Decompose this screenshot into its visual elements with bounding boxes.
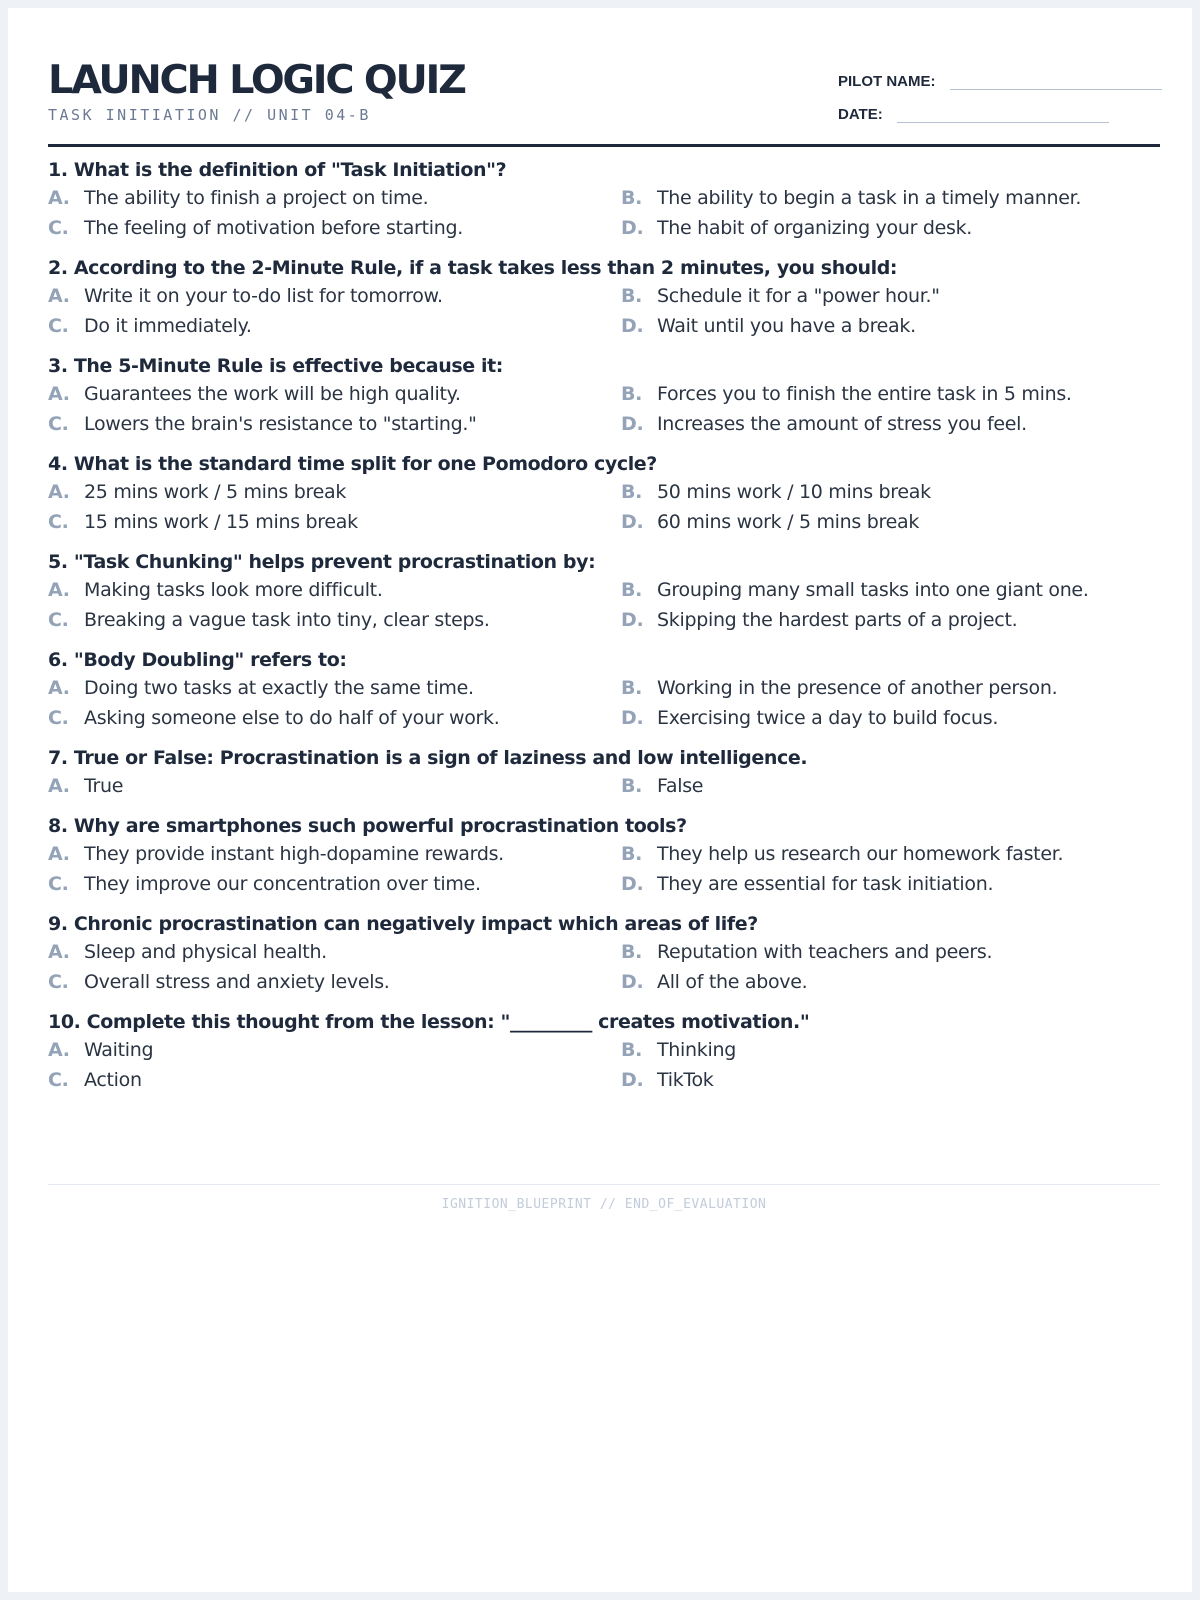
option-text: Guarantees the work will be high quality.: [84, 383, 461, 405]
answer-option[interactable]: [621, 380, 1160, 408]
answer-option[interactable]: [621, 674, 1160, 702]
pilot-name-field: [838, 69, 1162, 90]
question-1: [48, 156, 1160, 242]
option-letter: C.: [48, 873, 69, 895]
quiz-subtitle: TASK INITIATION // UNIT 04-B: [48, 106, 371, 124]
answer-option[interactable]: [48, 312, 621, 340]
question-10: [48, 1008, 1160, 1094]
option-text: The ability to finish a project on time.: [84, 187, 429, 209]
option-letter: C.: [48, 217, 69, 239]
option-letter: B.: [621, 579, 643, 601]
option-text: TikTok: [657, 1069, 714, 1091]
option-letter: A.: [48, 677, 70, 699]
option-text: False: [657, 775, 704, 797]
answer-options: [48, 380, 1160, 438]
option-letter: D.: [621, 971, 644, 993]
option-letter: D.: [621, 1069, 644, 1091]
answer-options: [48, 1036, 1160, 1094]
answer-option[interactable]: [621, 184, 1160, 212]
question-text: 10. Complete this thought from the lesson: "_________ creates motivation.": [48, 1011, 810, 1033]
option-letter: B.: [621, 677, 643, 699]
answer-options: [48, 674, 1160, 732]
option-text: Skipping the hardest parts of a project.: [657, 609, 1018, 631]
question-2: [48, 254, 1160, 340]
option-letter: A.: [48, 285, 70, 307]
pilot-name-label: PILOT NAME:: [838, 73, 936, 90]
answer-option[interactable]: [621, 410, 1160, 438]
answer-option[interactable]: [621, 508, 1160, 536]
answer-option[interactable]: [48, 870, 621, 898]
answer-option[interactable]: [621, 576, 1160, 604]
option-letter: C.: [48, 1069, 69, 1091]
option-letter: B.: [621, 1039, 643, 1061]
answer-option[interactable]: [48, 606, 621, 634]
option-text: All of the above.: [657, 971, 808, 993]
option-letter: D.: [621, 873, 644, 895]
option-text: Lowers the brain's resistance to "starting.": [84, 413, 477, 435]
option-letter: A.: [48, 481, 70, 503]
option-letter: A.: [48, 579, 70, 601]
question-text: 9. Chronic procrastination can negatively impact which areas of life?: [48, 913, 758, 935]
option-letter: B.: [621, 941, 643, 963]
answer-option[interactable]: [621, 840, 1160, 868]
answer-option[interactable]: [621, 478, 1160, 506]
option-letter: B.: [621, 481, 643, 503]
answer-option[interactable]: [48, 840, 621, 868]
option-letter: D.: [621, 609, 644, 631]
option-text: Schedule it for a "power hour.": [657, 285, 940, 307]
option-text: Breaking a vague task into tiny, clear steps.: [84, 609, 490, 631]
pilot-name-line[interactable]: [950, 69, 1162, 90]
question-text: 5. "Task Chunking" helps prevent procrastination by:: [48, 551, 596, 573]
option-letter: C.: [48, 413, 69, 435]
option-text: Sleep and physical health.: [84, 941, 327, 963]
option-text: Write it on your to-do list for tomorrow.: [84, 285, 443, 307]
answer-option[interactable]: [621, 1036, 1160, 1064]
option-letter: B.: [621, 775, 643, 797]
option-text: Asking someone else to do half of your work.: [84, 707, 500, 729]
answer-option[interactable]: [621, 606, 1160, 634]
question-text: 6. "Body Doubling" refers to:: [48, 649, 347, 671]
answer-option[interactable]: [48, 184, 621, 212]
answer-options: [48, 184, 1160, 242]
option-text: Forces you to finish the entire task in 5 mins.: [657, 383, 1072, 405]
date-line[interactable]: [897, 102, 1109, 123]
question-8: [48, 812, 1160, 898]
question-9: [48, 910, 1160, 996]
option-letter: B.: [621, 285, 643, 307]
option-text: 50 mins work / 10 mins break: [657, 481, 931, 503]
answer-option[interactable]: [48, 938, 621, 966]
question-4: [48, 450, 1160, 536]
option-letter: A.: [48, 1039, 70, 1061]
question-text: 1. What is the definition of "Task Initiation"?: [48, 159, 507, 181]
option-letter: C.: [48, 511, 69, 533]
quiz-title: LAUNCH LOGIC QUIZ: [48, 58, 465, 103]
answer-option[interactable]: [48, 478, 621, 506]
question-text: 2. According to the 2-Minute Rule, if a task takes less than 2 minutes, you should:: [48, 257, 898, 279]
option-text: Increases the amount of stress you feel.: [657, 413, 1027, 435]
answer-option[interactable]: [48, 704, 621, 732]
option-letter: D.: [621, 511, 644, 533]
answer-option[interactable]: [621, 704, 1160, 732]
option-text: Exercising twice a day to build focus.: [657, 707, 999, 729]
option-letter: B.: [621, 843, 643, 865]
answer-option[interactable]: [48, 1066, 621, 1094]
answer-option[interactable]: [48, 214, 621, 242]
option-letter: A.: [48, 941, 70, 963]
answer-options: [48, 576, 1160, 634]
question-text: 3. The 5-Minute Rule is effective because it:: [48, 355, 503, 377]
question-3: [48, 352, 1160, 438]
option-text: Reputation with teachers and peers.: [657, 941, 993, 963]
option-text: They help us research our homework faster.: [657, 843, 1064, 865]
question-5: [48, 548, 1160, 634]
option-text: 60 mins work / 5 mins break: [657, 511, 920, 533]
footer-code: IGNITION_BLUEPRINT // END_OF_EVALUATION: [48, 1184, 1160, 1212]
option-letter: B.: [621, 187, 643, 209]
answer-option[interactable]: [621, 312, 1160, 340]
option-text: 15 mins work / 15 mins break: [84, 511, 358, 533]
option-text: The ability to begin a task in a timely manner.: [657, 187, 1082, 209]
option-text: Do it immediately.: [84, 315, 252, 337]
question-text: 7. True or False: Procrastination is a sign of laziness and low intelligence.: [48, 747, 808, 769]
answer-options: [48, 282, 1160, 340]
answer-option[interactable]: [621, 938, 1160, 966]
answer-options: [48, 840, 1160, 898]
option-text: Doing two tasks at exactly the same time.: [84, 677, 474, 699]
option-letter: A.: [48, 383, 70, 405]
option-letter: C.: [48, 609, 69, 631]
option-text: The habit of organizing your desk.: [657, 217, 973, 239]
answer-option[interactable]: [48, 674, 621, 702]
option-text: Thinking: [657, 1039, 736, 1061]
option-text: True: [84, 775, 124, 797]
answer-option[interactable]: [48, 1036, 621, 1064]
option-letter: D.: [621, 217, 644, 239]
question-text: 8. Why are smartphones such powerful procrastination tools?: [48, 815, 687, 837]
answer-options: [48, 772, 1160, 800]
answer-option[interactable]: [48, 508, 621, 536]
option-letter: A.: [48, 187, 70, 209]
option-text: Making tasks look more difficult.: [84, 579, 383, 601]
answer-options: [48, 938, 1160, 996]
answer-option[interactable]: [48, 410, 621, 438]
answer-option[interactable]: [621, 1066, 1160, 1094]
answer-option[interactable]: [621, 282, 1160, 310]
option-letter: C.: [48, 707, 69, 729]
option-text: They improve our concentration over time.: [84, 873, 481, 895]
answer-option[interactable]: [621, 870, 1160, 898]
answer-option[interactable]: [48, 576, 621, 604]
option-letter: D.: [621, 413, 644, 435]
answer-option[interactable]: [48, 772, 621, 800]
question-7: [48, 744, 1160, 800]
answer-option[interactable]: [621, 214, 1160, 242]
option-letter: C.: [48, 315, 69, 337]
worksheet-page: [8, 8, 1192, 1592]
option-text: The feeling of motivation before starting.: [84, 217, 463, 239]
option-letter: A.: [48, 775, 70, 797]
option-letter: D.: [621, 315, 644, 337]
option-text: Grouping many small tasks into one giant one.: [657, 579, 1089, 601]
answer-option[interactable]: [48, 380, 621, 408]
answer-option[interactable]: [621, 772, 1160, 800]
option-text: Overall stress and anxiety levels.: [84, 971, 390, 993]
date-field: [838, 102, 1109, 123]
option-text: They provide instant high-dopamine rewards.: [84, 843, 504, 865]
answer-option[interactable]: [48, 968, 621, 996]
answer-option[interactable]: [48, 282, 621, 310]
option-text: Wait until you have a break.: [657, 315, 916, 337]
option-text: Working in the presence of another person.: [657, 677, 1058, 699]
option-letter: D.: [621, 707, 644, 729]
option-letter: B.: [621, 383, 643, 405]
option-text: Action: [84, 1069, 142, 1091]
option-letter: A.: [48, 843, 70, 865]
question-6: [48, 646, 1160, 732]
option-text: They are essential for task initiation.: [657, 873, 994, 895]
question-list: [48, 156, 1160, 1106]
option-text: 25 mins work / 5 mins break: [84, 481, 347, 503]
option-text: Waiting: [84, 1039, 154, 1061]
question-text: 4. What is the standard time split for one Pomodoro cycle?: [48, 453, 657, 475]
option-letter: C.: [48, 971, 69, 993]
quiz-header: [48, 58, 1160, 147]
answer-option[interactable]: [621, 968, 1160, 996]
date-label: DATE:: [838, 106, 883, 123]
answer-options: [48, 478, 1160, 536]
